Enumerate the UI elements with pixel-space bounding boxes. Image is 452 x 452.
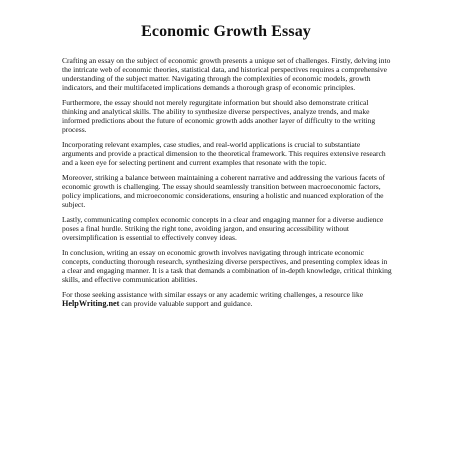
paragraph-conclusion: In conclusion, writing an essay on economic growth involves navigating through intricate economic concepts, conducting thorough research, synthesizing diverse perspectives, and presenting complex ideas in a clear and engaging manner. It is a task that demands a combination of in-depth knowledge, critical thinking skills, and effective communication abilities. <box>62 248 392 284</box>
paragraph-critical-thinking: Furthermore, the essay should not merely regurgitate information but should also demonstrate critical thinking and analytical skills. The ability to synthesize diverse perspectives, analyze trends, and make informed predictions about the future of economic growth adds another layer of difficulty to the writing process. <box>62 98 376 134</box>
page-title: Economic Growth Essay <box>141 23 311 40</box>
paragraph-communication: Lastly, communicating complex economic concepts in a clear and engaging manner for a diverse audience poses a final hurdle. Striking the right tone, avoiding jargon, and ensuring accessibility without oversimplification is essential to effectively convey ideas. <box>62 215 384 242</box>
paragraph-balance: Moreover, striking a balance between maintaining a coherent narrative and addressing the various facets of economic growth is challenging. The essay should seamlessly transition between macroeconomic factors, policy implications, and microeconomic considerations, ensuring a holistic and nuanced exploration of the subject. <box>62 173 386 209</box>
paragraph-intro: Crafting an essay on the subject of economic growth presents a unique set of challenges. Firstly, delving into the intricate web of economic theories, statistical data, and historical perspectives requires a comprehensive understanding of the subject matter. Navigating through the complexities of economic models, growth indicators, and their multifaceted implications demands a thorough grasp of economic principles. <box>62 56 391 92</box>
essay-body <box>62 56 392 308</box>
brand-link-text: HelpWriting.net <box>62 299 120 308</box>
paragraph-closing <box>62 290 392 308</box>
closing-text-after: can provide valuable support and guidance. <box>121 299 253 308</box>
paragraph-examples: Incorporating relevant examples, case studies, and real-world applications is crucial to substantiate arguments and provide a practical dimension to the theoretical framework. This requires extensive research and a keen eye for selecting pertinent and current examples that resonate with the topic. <box>62 140 386 167</box>
closing-text-before: For those seeking assistance with similar essays or any academic writing challenges, a resource like <box>62 290 364 299</box>
